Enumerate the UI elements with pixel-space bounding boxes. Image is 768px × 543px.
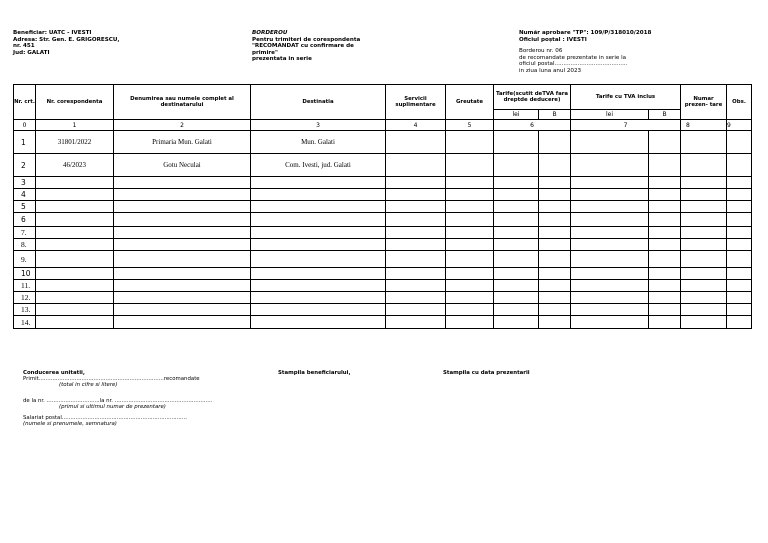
cell-numar-prezentare xyxy=(681,227,727,239)
cell-tarif-lei xyxy=(494,304,539,316)
cell-tarif-b xyxy=(539,177,571,189)
cell-tarif-b xyxy=(539,201,571,213)
cell-tva-lei xyxy=(571,280,649,292)
cell-tva-lei xyxy=(571,316,649,329)
borderou-line-2: de recomandate prezentate in serie la xyxy=(519,54,627,61)
colnum-8: 8 xyxy=(681,120,727,131)
colnum-3: 3 xyxy=(251,120,386,131)
cell-tva-b xyxy=(649,304,681,316)
cell-tva-b xyxy=(649,280,681,292)
colnum-4: 4 xyxy=(386,120,446,131)
conducerea-label: Conducerea unitatii, xyxy=(23,370,85,376)
cell-destinatia xyxy=(251,227,386,239)
cell-tarif-lei xyxy=(494,239,539,251)
cell-nr-crt: 3 xyxy=(14,177,36,189)
cell-nr-corespondenta xyxy=(36,239,114,251)
cell-greutate xyxy=(446,177,494,189)
cell-servicii xyxy=(386,177,446,189)
cell-tarif-lei xyxy=(494,189,539,201)
col-nr-crt: Nr. crt. xyxy=(14,85,36,120)
cell-greutate xyxy=(446,316,494,329)
cell-tva-b xyxy=(649,239,681,251)
subheader-lei-2: lei xyxy=(571,110,649,120)
title-line-4: prezentata in serie xyxy=(252,56,312,63)
cell-destinatia: Mun. Galati xyxy=(251,131,386,154)
colnum-6: 6 xyxy=(494,120,571,131)
cell-destinatia xyxy=(251,251,386,268)
header-row xyxy=(14,85,752,110)
cell-nr-crt: 14. xyxy=(14,316,36,329)
cell-greutate xyxy=(446,131,494,154)
beneficiary-number: nr. 451 xyxy=(13,43,35,50)
cell-nr-crt: 4 xyxy=(14,189,36,201)
cell-denumirea xyxy=(114,177,251,189)
cell-tva-lei xyxy=(571,251,649,268)
cell-numar-prezentare xyxy=(681,251,727,268)
cell-tva-b xyxy=(649,189,681,201)
cell-tarif-b xyxy=(539,316,571,329)
cell-greutate xyxy=(446,239,494,251)
col-obs: Obs. xyxy=(727,85,752,120)
colnum-2: 2 xyxy=(114,120,251,131)
cell-numar-prezentare xyxy=(681,280,727,292)
cell-tarif-lei xyxy=(494,268,539,280)
cell-servicii xyxy=(386,280,446,292)
cell-numar-prezentare xyxy=(681,131,727,154)
cell-servicii xyxy=(386,227,446,239)
cell-tarif-lei xyxy=(494,154,539,177)
cell-tarif-b xyxy=(539,189,571,201)
beneficiary-block xyxy=(13,30,120,56)
cell-tarif-b xyxy=(539,292,571,304)
cell-tarif-lei xyxy=(494,316,539,329)
table-row xyxy=(14,251,752,268)
cell-nr-corespondenta xyxy=(36,201,114,213)
cell-servicii xyxy=(386,292,446,304)
colnum-9: 9 xyxy=(727,120,752,131)
cell-tva-b xyxy=(649,292,681,304)
subheader-b-2: B xyxy=(649,110,681,120)
cell-nr-crt: 12. xyxy=(14,292,36,304)
cell-obs xyxy=(727,316,752,329)
cell-nr-crt: 5 xyxy=(14,201,36,213)
document-title-block xyxy=(252,30,360,63)
cell-nr-crt: 9. xyxy=(14,251,36,268)
cell-denumirea: Gotu Neculai xyxy=(114,154,251,177)
borderou-number: Borderou nr. 06 xyxy=(519,48,563,55)
col-denumirea: Denumirea sau numele complet al destinatarului xyxy=(114,85,251,120)
cell-destinatia xyxy=(251,213,386,227)
table-row xyxy=(14,131,752,154)
stampila-data: Stampila cu data prezentarii xyxy=(443,370,530,376)
column-number-row xyxy=(14,120,752,131)
col-tarife-tva: Tarife cu TVA inclus xyxy=(571,85,681,110)
cell-tarif-lei xyxy=(494,201,539,213)
cell-destinatia xyxy=(251,304,386,316)
col-servicii: Servicii suplimentare xyxy=(386,85,446,120)
cell-servicii xyxy=(386,213,446,227)
title-line-2: "RECOMANDAT cu confirmare de xyxy=(252,43,354,50)
approval-block xyxy=(519,30,651,75)
colnum-1: 1 xyxy=(36,120,114,131)
beneficiary-address: Adresa: Str. Gen. E. GRIGORESCU, xyxy=(13,36,120,43)
document-title: BORDEROU xyxy=(252,30,288,36)
post-office: Oficiul poștal : IVESTI xyxy=(519,36,587,43)
cell-tva-b xyxy=(649,227,681,239)
cell-nr-corespondenta xyxy=(36,251,114,268)
beneficiary-county: Jud: GALATI xyxy=(13,49,50,56)
cell-nr-crt: 10 xyxy=(14,268,36,280)
cell-tarif-lei xyxy=(494,251,539,268)
cell-greutate xyxy=(446,201,494,213)
cell-tva-lei xyxy=(571,304,649,316)
cell-tarif-b xyxy=(539,304,571,316)
cell-nr-corespondenta xyxy=(36,268,114,280)
cell-obs xyxy=(727,304,752,316)
cell-obs xyxy=(727,268,752,280)
cell-nr-corespondenta xyxy=(36,227,114,239)
total-hint: (total in cifre si litere) xyxy=(59,382,118,389)
cell-numar-prezentare xyxy=(681,201,727,213)
title-line-1: Pentru trimiteri de corespondenta xyxy=(252,36,361,43)
cell-nr-crt: 2 xyxy=(14,154,36,177)
cell-obs xyxy=(727,292,752,304)
subheader-lei-1: lei xyxy=(494,110,539,120)
table-row xyxy=(14,280,752,292)
cell-tva-b xyxy=(649,316,681,329)
cell-numar-prezentare xyxy=(681,189,727,201)
borderou-line-3: oficiul postal......................................... xyxy=(519,61,628,68)
cell-denumirea xyxy=(114,280,251,292)
cell-tva-lei xyxy=(571,268,649,280)
cell-greutate xyxy=(446,268,494,280)
table-row xyxy=(14,201,752,213)
cell-greutate xyxy=(446,292,494,304)
cell-tarif-lei xyxy=(494,131,539,154)
cell-obs xyxy=(727,189,752,201)
cell-destinatia xyxy=(251,316,386,329)
cell-tva-lei xyxy=(571,239,649,251)
numele-hint: (numele si prenumele, semnatura) xyxy=(23,421,117,428)
cell-nr-corespondenta xyxy=(36,213,114,227)
cell-numar-prezentare xyxy=(681,316,727,329)
dela-line: de la nr. ...............................la nr. ......................................................... xyxy=(23,397,213,404)
cell-tva-b xyxy=(649,268,681,280)
cell-tarif-b xyxy=(539,239,571,251)
col-numar-prezentare: Numar prezen- tare xyxy=(681,85,727,120)
cell-servicii xyxy=(386,268,446,280)
cell-numar-prezentare xyxy=(681,239,727,251)
table-row xyxy=(14,316,752,329)
cell-tarif-b xyxy=(539,268,571,280)
col-greutate: Greutate xyxy=(446,85,494,120)
cell-denumirea xyxy=(114,227,251,239)
cell-nr-corespondenta xyxy=(36,316,114,329)
cell-servicii xyxy=(386,239,446,251)
cell-destinatia xyxy=(251,292,386,304)
registered-mail-table xyxy=(13,84,752,329)
approval-number: Număr aprobare "TP": 109/P/318010/2018 xyxy=(519,30,652,36)
cell-tva-lei xyxy=(571,227,649,239)
cell-numar-prezentare xyxy=(681,213,727,227)
cell-numar-prezentare xyxy=(681,154,727,177)
cell-obs xyxy=(727,227,752,239)
cell-destinatia xyxy=(251,239,386,251)
cell-tva-b xyxy=(649,177,681,189)
colnum-0: 0 xyxy=(14,120,36,131)
cell-nr-corespondenta: 46/2023 xyxy=(36,154,114,177)
table-row xyxy=(14,177,752,189)
table-row xyxy=(14,304,752,316)
cell-tarif-b xyxy=(539,227,571,239)
cell-tarif-b xyxy=(539,280,571,292)
cell-numar-prezentare xyxy=(681,177,727,189)
subheader-b-1: B xyxy=(539,110,571,120)
primul-hint: (primul si ultimul numar de prezentare) xyxy=(59,403,166,410)
cell-obs xyxy=(727,251,752,268)
table-row xyxy=(14,227,752,239)
cell-obs xyxy=(727,201,752,213)
cell-destinatia xyxy=(251,280,386,292)
cell-destinatia xyxy=(251,268,386,280)
table-row xyxy=(14,213,752,227)
table-row xyxy=(14,268,752,280)
cell-denumirea xyxy=(114,239,251,251)
cell-tarif-lei xyxy=(494,227,539,239)
cell-denumirea xyxy=(114,251,251,268)
primit-line: Primit.........................................................................recomandate xyxy=(23,376,200,383)
cell-obs xyxy=(727,154,752,177)
cell-tva-lei xyxy=(571,292,649,304)
cell-destinatia: Com. Ivesti, jud. Galati xyxy=(251,154,386,177)
cell-denumirea xyxy=(114,304,251,316)
salariat-line: Salariat postal......................................................................... xyxy=(23,415,187,422)
cell-denumirea xyxy=(114,268,251,280)
cell-nr-corespondenta: 31801/2022 xyxy=(36,131,114,154)
cell-nr-crt: 11. xyxy=(14,280,36,292)
cell-denumirea xyxy=(114,292,251,304)
table-row xyxy=(14,189,752,201)
cell-destinatia xyxy=(251,189,386,201)
cell-tva-lei xyxy=(571,189,649,201)
stampila-beneficiar: Stampila beneficiarului, xyxy=(278,370,351,376)
cell-tva-b xyxy=(649,213,681,227)
table-row xyxy=(14,292,752,304)
cell-obs xyxy=(727,177,752,189)
cell-tarif-b xyxy=(539,251,571,268)
cell-obs xyxy=(727,239,752,251)
cell-tva-lei xyxy=(571,177,649,189)
cell-denumirea xyxy=(114,316,251,329)
cell-tarif-lei xyxy=(494,292,539,304)
cell-numar-prezentare xyxy=(681,304,727,316)
cell-servicii xyxy=(386,189,446,201)
col-nr-corespondenta: Nr. corespondenta xyxy=(36,85,114,120)
cell-tarif-b xyxy=(539,131,571,154)
cell-servicii xyxy=(386,154,446,177)
cell-greutate xyxy=(446,304,494,316)
colnum-7: 7 xyxy=(571,120,681,131)
cell-tva-b xyxy=(649,131,681,154)
cell-nr-crt: 8. xyxy=(14,239,36,251)
cell-servicii xyxy=(386,316,446,329)
cell-tva-b xyxy=(649,154,681,177)
cell-nr-crt: 7. xyxy=(14,227,36,239)
cell-denumirea xyxy=(114,201,251,213)
cell-denumirea: Primaria Mun. Galati xyxy=(114,131,251,154)
cell-nr-crt: 13. xyxy=(14,304,36,316)
table-row xyxy=(14,154,752,177)
cell-nr-corespondenta xyxy=(36,280,114,292)
cell-servicii xyxy=(386,251,446,268)
cell-destinatia xyxy=(251,201,386,213)
cell-nr-crt: 1 xyxy=(14,131,36,154)
col-tarife-scutit: Tarife(scutit deTVA fara dreptde deducere) xyxy=(494,85,571,110)
cell-tarif-lei xyxy=(494,280,539,292)
cell-tarif-b xyxy=(539,213,571,227)
cell-nr-corespondenta xyxy=(36,304,114,316)
cell-tarif-lei xyxy=(494,213,539,227)
cell-nr-crt: 6 xyxy=(14,213,36,227)
cell-tva-b xyxy=(649,201,681,213)
cell-denumirea xyxy=(114,189,251,201)
cell-tva-lei xyxy=(571,154,649,177)
cell-greutate xyxy=(446,213,494,227)
cell-nr-corespondenta xyxy=(36,177,114,189)
table-row xyxy=(14,239,752,251)
cell-obs xyxy=(727,213,752,227)
cell-obs xyxy=(727,131,752,154)
cell-servicii xyxy=(386,304,446,316)
title-line-3: primire" xyxy=(252,49,278,56)
cell-tva-lei xyxy=(571,131,649,154)
colnum-5: 5 xyxy=(446,120,494,131)
beneficiary-name: Beneficiar: UATC - IVESTI xyxy=(13,30,92,36)
cell-greutate xyxy=(446,189,494,201)
cell-greutate xyxy=(446,280,494,292)
cell-greutate xyxy=(446,154,494,177)
cell-numar-prezentare xyxy=(681,268,727,280)
col-destinatia: Destinatia xyxy=(251,85,386,120)
cell-tarif-lei xyxy=(494,177,539,189)
cell-greutate xyxy=(446,227,494,239)
cell-destinatia xyxy=(251,177,386,189)
cell-servicii xyxy=(386,201,446,213)
footer-management xyxy=(23,370,212,427)
cell-servicii xyxy=(386,131,446,154)
cell-greutate xyxy=(446,251,494,268)
cell-denumirea xyxy=(114,213,251,227)
cell-tva-lei xyxy=(571,213,649,227)
cell-numar-prezentare xyxy=(681,292,727,304)
cell-nr-corespondenta xyxy=(36,292,114,304)
cell-tva-b xyxy=(649,251,681,268)
borderou-date: in ziua luna anul 2023 xyxy=(519,67,582,74)
cell-tva-lei xyxy=(571,201,649,213)
cell-nr-corespondenta xyxy=(36,189,114,201)
cell-obs xyxy=(727,280,752,292)
cell-tarif-b xyxy=(539,154,571,177)
